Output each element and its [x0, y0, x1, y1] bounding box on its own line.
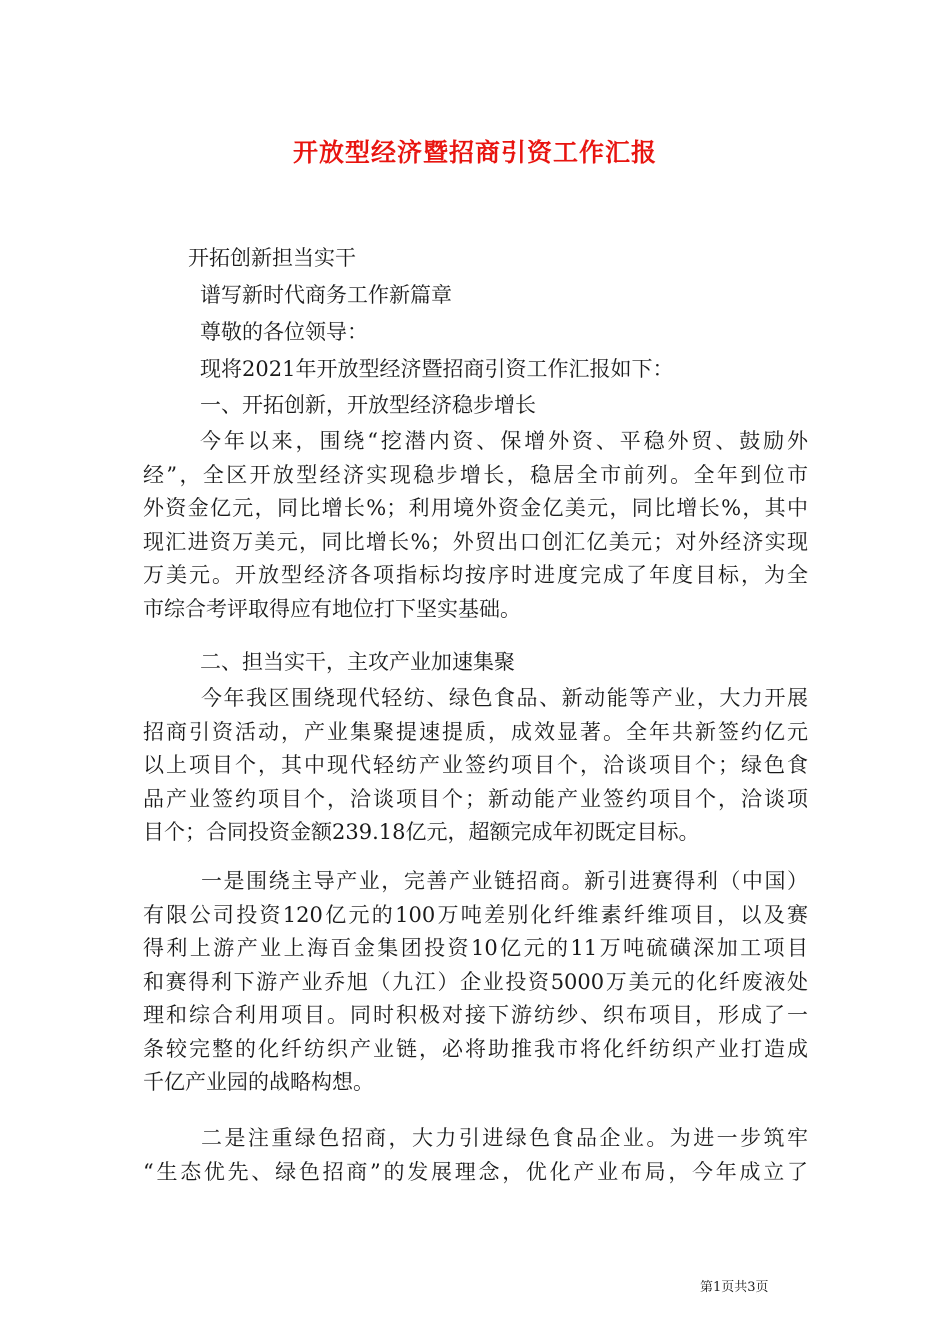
paragraph-line: 以上项目个，其中现代轻纺产业签约项目个，洽谈项目个；绿色食 [143, 753, 808, 777]
section-1-paragraph [143, 426, 808, 627]
paragraph-line: 今年以来，围绕“挖潜内资、保增外资、平稳外贸、鼓励外 [200, 429, 808, 453]
subtitle-line-2: 谱写新时代商务工作新篇章 [200, 283, 452, 307]
subtitle-line-1: 开拓创新担当实干 [188, 246, 356, 270]
paragraph-line: 和赛得利下游产业乔旭（九江）企业投资5000万美元的化纤废液处 [143, 969, 808, 994]
paragraph-line: 市综合考评取得应有地位打下坚实基础。 [143, 596, 521, 621]
salutation: 尊敬的各位领导： [200, 320, 368, 344]
page-number-footer: 第1页共3页 [700, 1280, 769, 1295]
paragraph-line: 现汇进资万美元，同比增长%；外贸出口创汇亿美元；对外经济实现 [143, 529, 808, 554]
paragraph-line: 外资金亿元，同比增长%；利用境外资金亿美元，同比增长%，其中 [143, 496, 808, 520]
paragraph-line: 理和综合利用项目。同时积极对接下游纺纱、织布项目，形成了一 [143, 1003, 808, 1027]
section-2-paragraph [143, 683, 808, 851]
document-title: 开放型经济暨招商引资工作汇报 [292, 138, 657, 167]
paragraph-line: 目个；合同投资金额239.18亿元，超额完成年初既定目标。 [143, 820, 700, 844]
intro-line: 现将2021年开放型经济暨招商引资工作汇报如下： [200, 357, 674, 381]
section-2-heading: 二、担当实干，主攻产业加速集聚 [200, 650, 515, 674]
point-2-paragraph [143, 1123, 808, 1190]
paragraph-line: 条较完整的化纤纺织产业链，必将助推我市将化纤纺织产业打造成 [143, 1036, 808, 1061]
paragraph-line: 招商引资活动，产业集聚提速提质，成效显著。全年共新签约亿元 [143, 719, 808, 744]
paragraph-line: 一是围绕主导产业，完善产业链招商。新引进赛得利（中国） [201, 869, 808, 893]
paragraph-line: 万美元。开放型经济各项指标均按序时进度完成了年度目标，为全 [143, 563, 808, 587]
paragraph-line: 得利上游产业上海百金集团投资10亿元的11万吨硫磺深加工项目 [143, 936, 808, 960]
paragraph-line: 品产业签约项目个，洽谈项目个；新动能产业签约项目个，洽谈项 [143, 786, 808, 811]
paragraph-line: 二是注重绿色招商，大力引进绿色食品企业。为进一步筑牢 [201, 1126, 808, 1150]
section-1-heading: 一、开拓创新，开放型经济稳步增长 [200, 393, 536, 417]
paragraph-line: 有限公司投资120亿元的100万吨差别化纤维素纤维项目，以及赛 [143, 902, 808, 927]
point-1-paragraph [143, 866, 808, 1101]
paragraph-line: 今年我区围绕现代轻纺、绿色食品、新动能等产业，大力开展 [201, 686, 808, 710]
paragraph-line: “生态优先、绿色招商”的发展理念，优化产业布局，今年成立了 [143, 1159, 808, 1184]
paragraph-line: 千亿产业园的战略构想。 [143, 1070, 374, 1094]
paragraph-line: 经”，全区开放型经济实现稳步增长，稳居全市前列。全年到位市 [143, 462, 808, 487]
